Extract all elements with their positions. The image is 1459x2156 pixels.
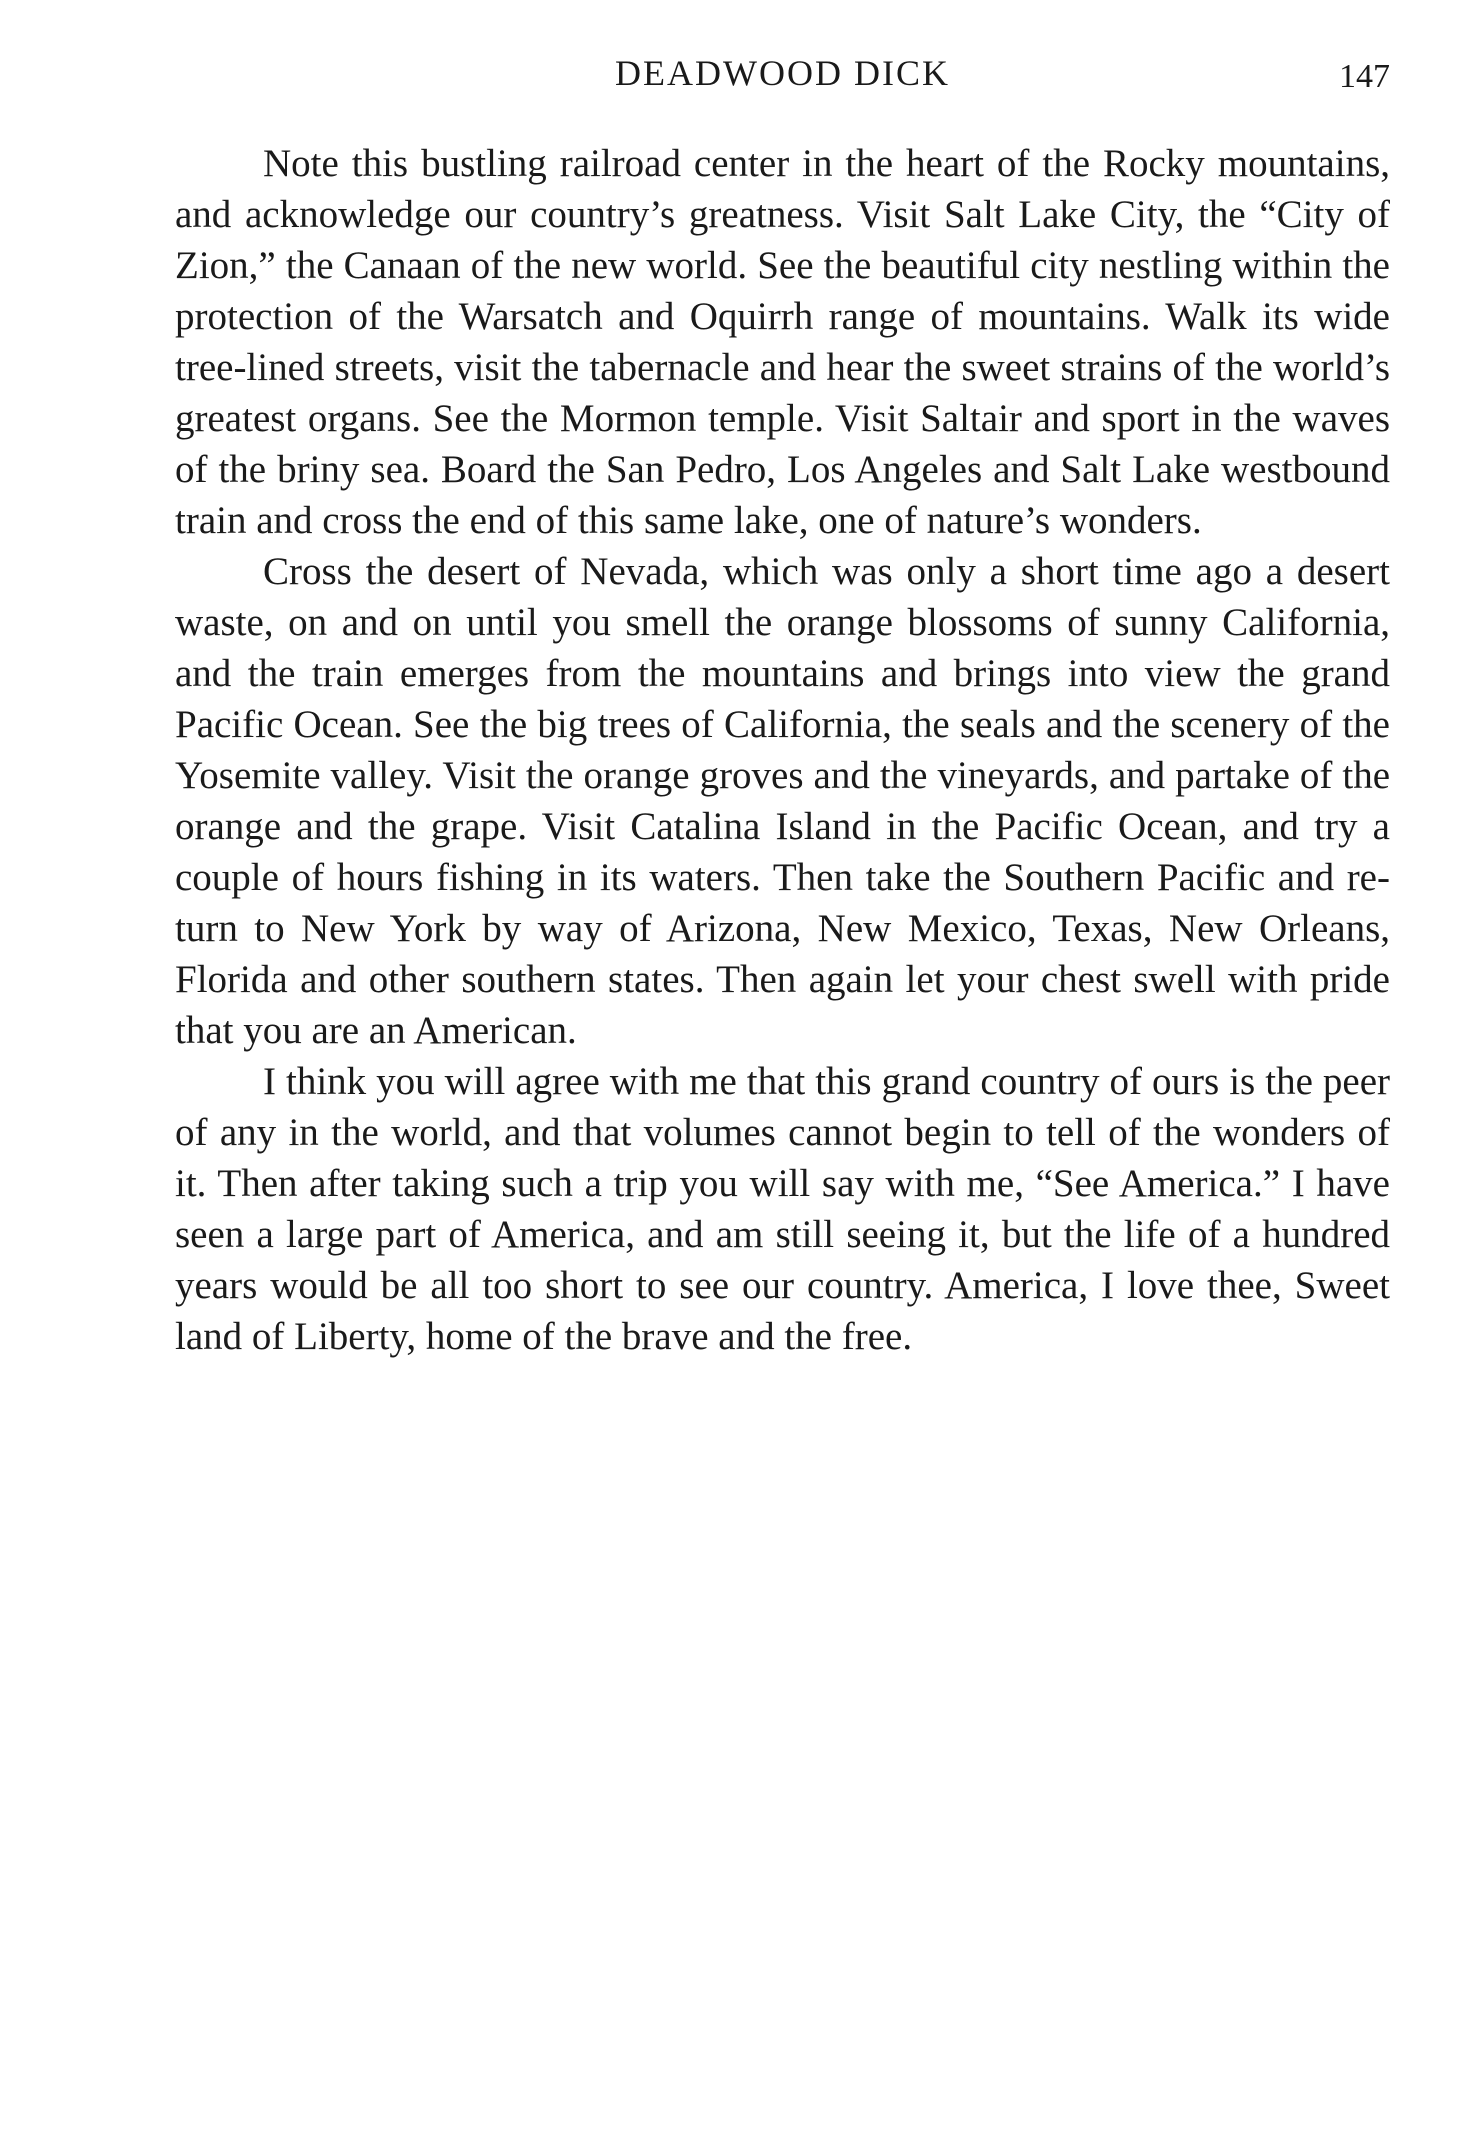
paragraph-2: Cross the desert of Nevada, which was only a short time ago a desert waste, on and on until you smell the orange blossoms of sunny California, and the train emerges from the mountains and brings into view the grand Pacific Ocean. See the big trees of California, the seals and the scenery of the Yosemite valley. Visit the orange groves and the vineyards, and partake of the orange and the grape. Visit Catalina Island in the Pacific Ocean, and try a couple of hours fishing in its waters. Then take the Southern Pacific and return to New York by way of Arizona, New Mexico, Texas, New Orleans, Florida and other southern states. Then again let your chest swell with pride that you are an American. — [175, 550, 1390, 1052]
paragraph-3: I think you will agree with me that this grand country of ours is the peer of any in the world, and that volumes cannot begin to tell of the wonders of it. Then after taking such a trip you will say with me, “See America.” I have seen a large part of America, and am still seeing it, but the life of a hundred years would be all too short to see our country. America, I love thee, Sweet land of Liberty, home of the brave and the free. — [175, 1060, 1390, 1358]
body-text — [175, 138, 1390, 1362]
running-head — [175, 48, 1390, 98]
running-title: DEADWOOD DICK — [615, 53, 950, 93]
paragraph-1: Note this bustling railroad center in the heart of the Rocky mountains, and acknowledge our country’s greatness. Visit Salt Lake City, the “City of Zion,” the Canaan of the new world. See the beautiful city nestling within the protection of the Warsatch and Oquirrh range of mountains. Walk its wide tree-lined streets, visit the tabernacle and hear the sweet strains of the world’s greatest organs. See the Mormon temple. Visit Saltair and sport in the waves of the briny sea. Board the San Pedro, Los Angeles and Salt Lake westbound train and cross the end of this same lake, one of nature’s wonders. — [175, 142, 1390, 542]
page-number: 147 — [1339, 58, 1390, 95]
